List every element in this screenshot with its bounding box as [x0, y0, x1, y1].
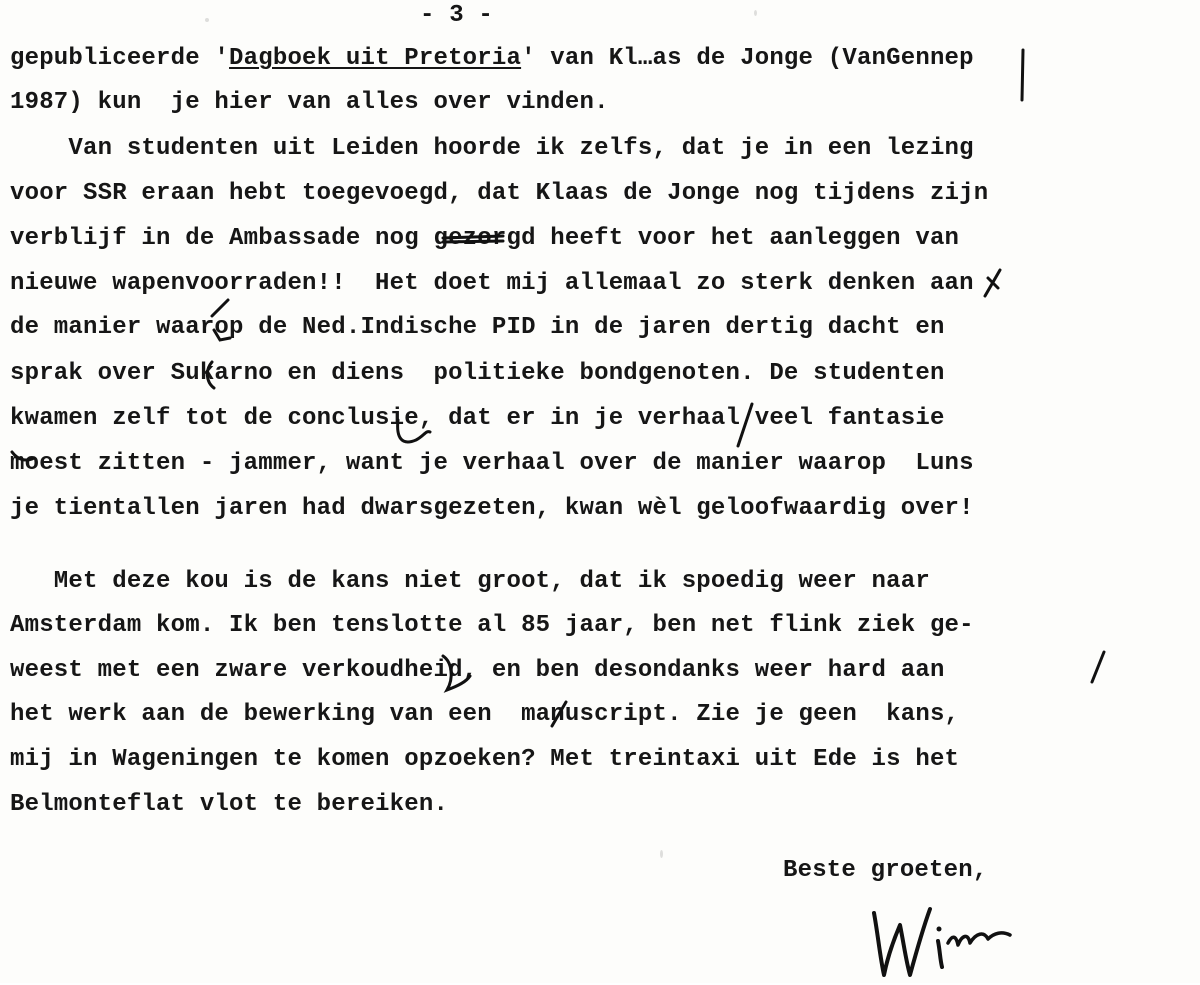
paragraph2-line: je tientallen jaren had dwarsgezeten, kwan wèl geloofwaardig over!	[10, 495, 974, 522]
paragraph1-line1	[10, 44, 974, 74]
paper-speck	[205, 18, 209, 22]
paragraph2-line: nieuwe wapenvoorraden!! Het doet mij allemaal zo sterk denken aan	[10, 270, 974, 297]
correction-mark	[1022, 50, 1023, 100]
paragraph3-line: Met deze kou is de kans niet groot, dat ik spoedig weer naar	[10, 568, 930, 595]
paragraph2-line: de manier waarop de Ned.Indische PID in de jaren dertig dacht en	[10, 314, 945, 341]
paragraph3-line: het werk aan de bewerking van een manuscript. Zie je geen kans,	[10, 701, 960, 728]
paragraph3-line: Amsterdam kom. Ik ben tenslotte al 85 jaar, ben net flink ziek ge-	[10, 612, 974, 639]
paragraph1-line2: 1987) kun je hier van alles over vinden.	[10, 89, 609, 116]
closing-salutation: Beste groeten,	[783, 857, 988, 884]
paragraph2-line: voor SSR eraan hebt toegevoegd, dat Klaas de Jonge nog tijdens zijn	[10, 180, 989, 207]
paper-speck	[660, 850, 663, 858]
paragraph2-line: kwamen zelf tot de conclusie, dat er in je verhaal veel fantasie	[10, 405, 945, 432]
paragraph3-line: mij in Wageningen te komen opzoeken? Met treintaxi uit Ede is het	[10, 746, 960, 773]
line1-after-title: ' van Kl…as de Jonge (VanGennep	[521, 45, 974, 72]
paragraph2-line: Van studenten uit Leiden hoorde ik zelfs, dat je in een lezing	[10, 135, 974, 162]
paragraph2-line: sprak over Sukarno en diens politieke bondgenoten. De studenten	[10, 360, 945, 387]
paragraph2-line: verblijf in de Ambassade nog gezorgd heeft voor het aanleggen van	[10, 225, 960, 252]
paragraph3-line: Belmonteflat vlot te bereiken.	[10, 791, 449, 818]
correction-mark	[1092, 652, 1104, 682]
correction-mark	[985, 270, 1000, 296]
paragraph2-line: moest zitten - jammer, want je verhaal over de manier waarop Luns	[10, 450, 974, 477]
page-number: - 3 -	[420, 2, 494, 29]
book-title: Dagboek uit Pretoria	[229, 45, 522, 72]
handwritten-signature	[860, 895, 1020, 985]
correction-mark	[988, 278, 998, 288]
line1-before-title: gepubliceerde '	[10, 45, 230, 72]
paragraph3-line: weest met een zware verkoudheid, en ben desondanks weer hard aan	[10, 657, 945, 684]
paper-speck	[754, 10, 757, 16]
